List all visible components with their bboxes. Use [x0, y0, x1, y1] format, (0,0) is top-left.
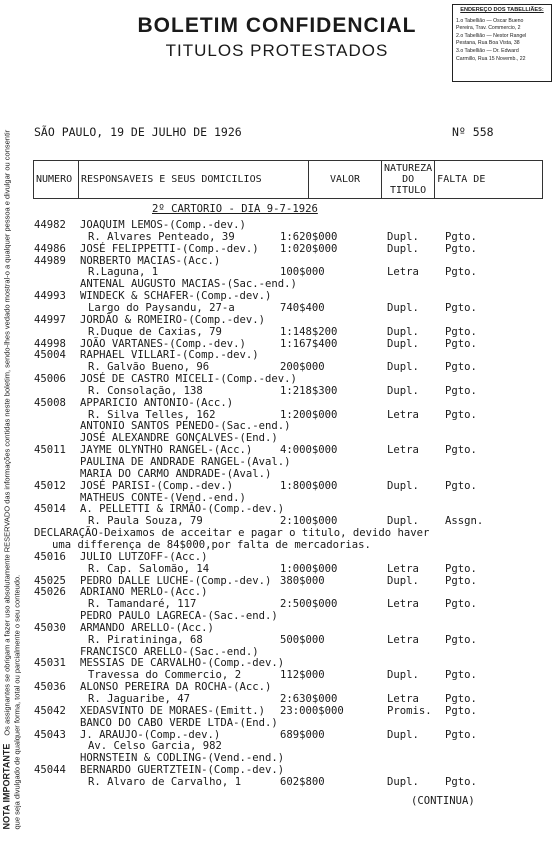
- entry-valor: 602$800: [280, 775, 325, 788]
- entry-natureza: Dupl.: [387, 325, 419, 338]
- entry-text: MATHEUS CONTE-(Vend.-end.): [80, 491, 246, 504]
- col-responsaveis: RESPONSAVEIS E SEUS DOMICILIOS: [79, 161, 309, 199]
- entry-falta: Pgto.: [445, 574, 477, 587]
- entry-number: 44989: [34, 254, 66, 267]
- entry-valor: 2:630$000: [280, 693, 338, 705]
- entry-number: 45014: [34, 503, 66, 516]
- entry-falta: Pgto.: [445, 266, 477, 279]
- entry-valor: 200$000: [280, 361, 325, 374]
- entry-falta: Pgto.: [445, 669, 477, 682]
- entry-valor: 100$000: [280, 266, 325, 279]
- entry-number: 45030: [34, 621, 66, 634]
- entry-valor: 1:167$400: [280, 337, 338, 350]
- entry-natureza: Dupl.: [387, 479, 419, 492]
- entry-natureza: Dupl.: [387, 574, 419, 587]
- entry-number: 45011: [34, 444, 66, 457]
- entry-text: ANTONIO SANTOS PENEDO-(Sac.-end.): [80, 420, 291, 433]
- entry-text: R. Consolação, 138: [88, 384, 203, 397]
- notary-address-box: [452, 4, 552, 82]
- entry-text: JOSÉ ALEXANDRE GONÇALVES-(End.): [80, 432, 278, 445]
- entry-text: PEDRO DALLE LUCHE-(Comp.-dev.): [80, 574, 272, 587]
- entry-text: NORBERTO MACIAS-(Acc.): [80, 254, 221, 267]
- entry-number: 44986: [34, 242, 66, 255]
- entry-text: R. Silva Telles, 162: [88, 408, 216, 421]
- entry-falta: Pgto.: [445, 325, 477, 338]
- entry-text: A. PELLETTI & IRMÃO-(Comp.-dev.): [80, 503, 285, 516]
- entry-number: 44982: [34, 219, 66, 231]
- entry-number: 45036: [34, 681, 66, 694]
- entry-valor: 2:100$000: [280, 515, 338, 528]
- entry-number: 45012: [34, 479, 66, 492]
- entry-number: 45025: [34, 574, 66, 587]
- entry-valor: 380$000: [280, 574, 325, 587]
- side-note: [2, 124, 24, 836]
- entry-number: 45042: [34, 704, 66, 717]
- entry-number: 44998: [34, 337, 66, 350]
- entry-falta: Pgto.: [445, 633, 477, 646]
- section-heading: 2º CARTORIO - DIA 9-7-1926: [152, 203, 318, 215]
- entry-number: 45044: [34, 764, 66, 777]
- entry-valor: 1:000$000: [280, 562, 338, 575]
- entry-falta: Pgto.: [445, 598, 477, 611]
- entry-text: PAULINA DE ANDRADE RANGEL-(Aval.): [80, 456, 291, 468]
- address-line: 1.o Tabellião — Oscar Bueno: [456, 17, 524, 24]
- entry-text: ALONSO PEREIRA DA ROCHA-(Acc.): [80, 681, 272, 694]
- entry-valor: 1:218$300: [280, 384, 338, 397]
- entry-natureza: Dupl.: [387, 728, 419, 741]
- entry-falta: Pgto.: [445, 704, 477, 717]
- entry-number: 45016: [34, 550, 66, 563]
- entry-natureza: Letra: [387, 408, 419, 421]
- entry-falta: Pgto.: [445, 361, 477, 374]
- entry-valor: 23:000$000: [280, 704, 344, 717]
- entry-text: PEDRO PAULO LAGRECA-(Sac.-end.): [80, 610, 278, 623]
- entry-valor: 1:200$000: [280, 408, 338, 421]
- entry-natureza: Letra: [387, 693, 419, 705]
- entry-natureza: Dupl.: [387, 361, 419, 374]
- entry-text: R. Paula Souza, 79: [88, 515, 203, 528]
- address-line: Pestana, Rua Boa Vista, 38: [456, 40, 520, 47]
- entry-natureza: Dupl.: [387, 230, 419, 243]
- col-numero: NUMERO: [34, 161, 79, 199]
- column-header-table: [33, 160, 543, 199]
- entry-text: FRANCISCO ARELLO-(Sac.-end.): [80, 645, 259, 658]
- entry-number: 44997: [34, 313, 66, 326]
- entry-text: JOSÉ DE CASTRO MICELI-(Comp.-dev.): [80, 373, 297, 386]
- entry-falta: Pgto.: [445, 301, 477, 314]
- entry-text: R. Jaguaribe, 47: [88, 693, 191, 705]
- entry-falta: Pgto.: [445, 479, 477, 492]
- entry-valor: 2:500$000: [280, 598, 338, 611]
- entry-falta: Pgto.: [445, 230, 477, 243]
- entry-text: XEDASVINTO DE MORAES-(Emitt.): [80, 704, 265, 717]
- entry-falta: Pgto.: [445, 775, 477, 788]
- declaration-line: DECLARAÇÃO-Deixamos de acceitar e pagar o titulo, devido haver: [34, 527, 430, 540]
- entry-text: Av. Celso Garcia, 982: [88, 740, 222, 753]
- entry-valor: 4:000$000: [280, 444, 338, 457]
- entry-natureza: Letra: [387, 266, 419, 279]
- entry-falta: Pgto.: [445, 444, 477, 457]
- entry-number: 45006: [34, 373, 66, 386]
- col-natureza: NATUREZA DO TITULO: [382, 161, 435, 199]
- address-line: Carmillo, Rua 15 Novemb., 22: [456, 55, 526, 62]
- entry-text: BERNARDO GUERTZTEIN-(Comp.-dev.): [80, 764, 285, 777]
- entry-text: HORNSTEIN & CODLING-(Vend.-end.): [80, 752, 285, 765]
- side-note-text: Os assignantes se obrigam a fazer uso absolutamente RESERVADO das informações contidas neste boletim, sendo-lhes vedado mostral-o a qualquer pessoa e divulgar ou consentir que seja divulgado de qualquer forma, total ou parcialmente o seu conteudo.: [2, 129, 22, 830]
- entry-text: R. Piratininga, 68: [88, 633, 203, 646]
- entry-natureza: Dupl.: [387, 242, 419, 255]
- entry-text: JAYME OLYNTHO RANGEL-(Acc.): [80, 444, 253, 457]
- entry-falta: Pgto.: [445, 728, 477, 741]
- entry-number: 45026: [34, 586, 66, 599]
- declaration-line: uma differença de 84$000,por falta de mercadorias.: [52, 538, 371, 551]
- side-note-label: NOTA IMPORTANTE: [1, 743, 12, 830]
- address-line: 2.o Tabellião — Nestor Rangel: [456, 32, 527, 39]
- entry-number: 45043: [34, 728, 66, 741]
- bulletin-subtitle: TITULOS PROTESTADOS: [165, 41, 389, 60]
- entry-text: JOSÉ PARISI-(Comp.-dev.): [80, 479, 234, 492]
- entry-text: APPARICIO ANTONIO-(Acc.): [80, 396, 234, 409]
- entry-natureza: Dupl.: [387, 669, 419, 682]
- entry-valor: 1:020$000: [280, 242, 338, 255]
- entry-number: 45004: [34, 349, 66, 362]
- entry-text: ADRIANO MERLO-(Acc.): [80, 586, 208, 599]
- entry-natureza: Letra: [387, 562, 419, 575]
- entry-text: JOAQUIM LEMOS-(Comp.-dev.): [80, 219, 246, 231]
- entry-falta: Pgto.: [445, 408, 477, 421]
- entry-text: ANTENAL AUGUSTO MACIAS-(Sac.-end.): [80, 278, 297, 291]
- entry-text: Travessa do Commercio, 2: [88, 669, 242, 682]
- entry-natureza: Dupl.: [387, 515, 419, 528]
- entry-natureza: Letra: [387, 633, 419, 646]
- entry-number: 44993: [34, 290, 66, 303]
- entry-text: R. Alvares Penteado, 39: [88, 230, 235, 243]
- bulletin-title: BOLETIM CONFIDENCIAL: [137, 14, 417, 37]
- entry-text: BANCO DO CABO VERDE LTDA-(End.): [80, 716, 278, 729]
- entry-text: Largo do Paysandu, 27-a: [88, 301, 235, 314]
- entry-natureza: Letra: [387, 444, 419, 457]
- entry-text: JOÃO VARTANES-(Comp.-dev.): [80, 337, 246, 350]
- entry-falta: Pgto.: [445, 384, 477, 397]
- entry-valor: 500$000: [280, 633, 325, 646]
- address-line: 3.o Tabellião — Dr. Edward: [456, 47, 519, 54]
- entry-text: JOSÉ FELIPPETTI-(Comp.-dev.): [80, 242, 259, 255]
- col-valor: VALOR: [309, 161, 382, 199]
- entry-falta: Pgto.: [445, 337, 477, 350]
- entry-text: R. Cap. Salomão, 14: [88, 562, 210, 575]
- entry-natureza: Dupl.: [387, 775, 419, 788]
- entry-natureza: Letra: [387, 598, 419, 611]
- entry-text: WINDECK & SCHAFER-(Comp.-dev.): [80, 290, 272, 303]
- entry-valor: 740$400: [280, 301, 325, 314]
- entry-valor: 112$000: [280, 669, 325, 682]
- entry-text: J. ARAUJO-(Comp.-dev.): [80, 728, 221, 741]
- entry-falta: Assgn.: [445, 515, 484, 528]
- entry-text: R. Galvão Bueno, 96: [88, 361, 210, 374]
- entry-text: JULIO LUTZOFF-(Acc.): [80, 550, 208, 563]
- entry-falta: Pgto.: [445, 242, 477, 255]
- entry-valor: 1:148$200: [280, 325, 338, 338]
- entry-natureza: Promis.: [387, 704, 432, 717]
- entry-text: R. Tamandaré, 117: [88, 598, 197, 611]
- address-line: Pereira, Trav. Commercio, 2: [456, 25, 521, 32]
- entry-text: R.Laguna, 1: [88, 266, 159, 279]
- entry-natureza: Dupl.: [387, 337, 419, 350]
- entry-text: MARIA DO CARMO ANDRADE-(Aval.): [80, 467, 272, 480]
- entry-falta: Pgto.: [445, 693, 477, 705]
- entry-text: RAPHAEL VILLARI-(Comp.-dev.): [80, 349, 259, 362]
- bulletin-number: Nº 558: [452, 125, 494, 139]
- address-heading: ENDEREÇO DOS TABELLIÃES:: [460, 7, 544, 13]
- col-falta: FALTA DE: [435, 161, 543, 199]
- entry-valor: 1:800$000: [280, 479, 338, 492]
- entry-text: R. Alvaro de Carvalho, 1: [88, 775, 242, 788]
- entry-text: JORDÃO & ROMEIRO-(Comp.-dev.): [80, 313, 265, 326]
- entry-valor: 689$000: [280, 728, 325, 741]
- entry-natureza: Dupl.: [387, 384, 419, 397]
- entry-valor: 1:620$000: [280, 230, 338, 243]
- entry-text: ARMANDO ARELLO-(Acc.): [80, 621, 214, 634]
- entry-natureza: Dupl.: [387, 301, 419, 314]
- entry-text: MESSIAS DE CARVALHO-(Comp.-dev.): [80, 657, 285, 670]
- continued-note: (CONTINUA): [411, 795, 475, 807]
- dateline: SÃO PAULO, 19 DE JULHO DE 1926: [34, 125, 242, 139]
- entry-falta: Pgto.: [445, 562, 477, 575]
- entry-number: 45031: [34, 657, 66, 670]
- entry-text: R.Duque de Caxias, 79: [88, 325, 222, 338]
- entry-number: 45008: [34, 396, 66, 409]
